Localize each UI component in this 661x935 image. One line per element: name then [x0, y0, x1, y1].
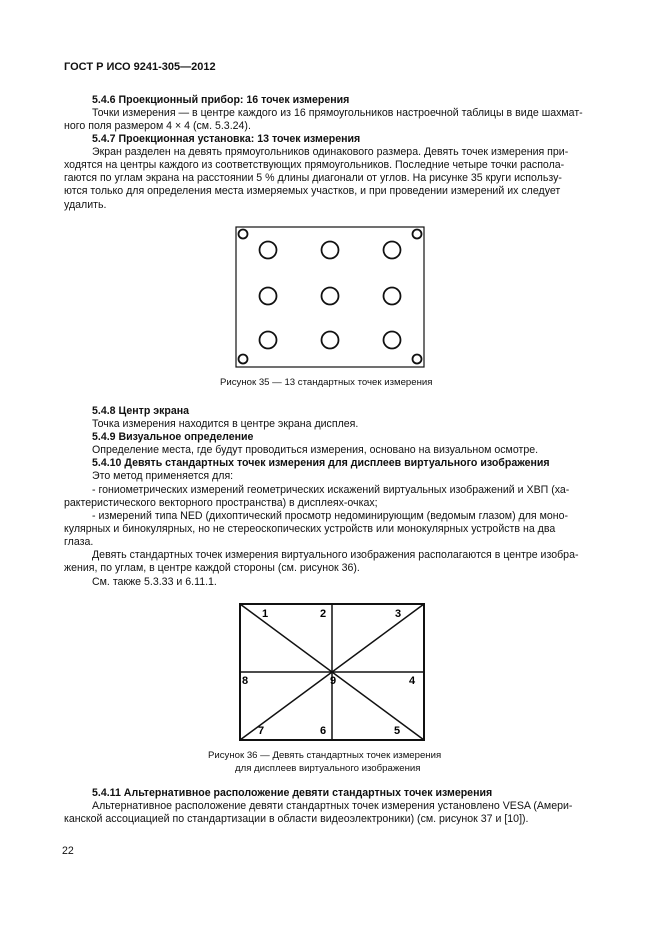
- figure-35-caption: Рисунок 35 — 13 стандартных точек измерения: [220, 377, 433, 388]
- paragraph-line: гаются по углам экрана на расстоянии 5 % длины диагонали от углов. На рисунке 35 круги использу-: [64, 172, 562, 184]
- figure-36-nine-points: [238, 602, 426, 742]
- paragraph-line: Альтернативное расположение девяти стандартных точек измерения установлено VESA (Амери-: [92, 800, 573, 812]
- point-label: 5: [394, 725, 401, 737]
- corner-point-top-right: [413, 230, 422, 239]
- section-heading-5-4-7: 5.4.7 Проекционная установка: 13 точек измерения: [92, 133, 361, 145]
- center-point: [322, 332, 339, 349]
- list-item-line: кулярных и бинокулярных, но не стереоскопических устройств или монокулярных устройств на два: [64, 523, 556, 535]
- center-point: [260, 242, 277, 259]
- paragraph-line: жения, по углам, в центре каждой стороны (см. рисунок 36).: [64, 562, 360, 574]
- list-item-line: - гониометрических измерений геометрических искажений виртуальных изображений и ХВП (ха-: [92, 484, 570, 496]
- list-item-line: глаза.: [64, 536, 94, 548]
- paragraph-line: ходятся на центры каждого из соответствующих прямоугольников. Последние четыре точки распола-: [64, 159, 565, 171]
- center-point: [322, 242, 339, 259]
- point-label: 4: [409, 675, 416, 687]
- corner-point-bottom-left: [239, 355, 248, 364]
- center-point: [384, 242, 401, 259]
- center-point: [384, 332, 401, 349]
- paragraph-line: удалить.: [64, 199, 107, 211]
- paragraph-line: Экран разделен на девять прямоугольников одинакового размера. Девять точек измерения при-: [92, 146, 569, 158]
- center-point: [384, 288, 401, 305]
- paragraph-line: ного поля размером 4 × 4 (см. 5.3.24).: [64, 120, 251, 132]
- point-label: 8: [242, 675, 249, 687]
- paragraph-line: Точки измерения — в центре каждого из 16 прямоугольников настроечной таблицы в виде шахмат-: [92, 107, 583, 119]
- paragraph-line: ются только для определения места измеряемых участков, и при проведении измерений их следует: [64, 185, 561, 197]
- paragraph-line: Это метод применяется для:: [92, 470, 234, 482]
- center-point: [322, 288, 339, 305]
- section-heading-5-4-8: 5.4.8 Центр экрана: [92, 405, 190, 417]
- paragraph-line: Девять стандартных точек измерения виртуального изображения располагаются в центре изобра-: [92, 549, 579, 561]
- paragraph-line: канской ассоциацией по стандартизации в области видеоэлектроники) (см. рисунок 37 и [10]).: [64, 813, 529, 825]
- section-heading-5-4-10: 5.4.10 Девять стандартных точек измерения для дисплеев виртуального изображения: [92, 457, 550, 469]
- point-label: 7: [258, 725, 265, 737]
- figure-36-caption-line1: Рисунок 36 — Девять стандартных точек измерения: [208, 750, 442, 761]
- list-item-line: рактеристического векторного пространства) в дисплеях-очках;: [64, 497, 378, 509]
- center-point: [260, 288, 277, 305]
- figure-35-measurement-points: [234, 225, 426, 370]
- point-label: 1: [262, 608, 269, 620]
- section-heading-5-4-11: 5.4.11 Альтернативное расположение девяти стандартных точек измерения: [92, 787, 493, 799]
- section-heading-5-4-9: 5.4.9 Визуальное определение: [92, 431, 254, 443]
- point-label: 6: [320, 725, 327, 737]
- point-label: 9: [330, 675, 337, 687]
- figure-36-caption-line2: для дисплеев виртуального изображения: [235, 763, 421, 774]
- corner-point-bottom-right: [413, 355, 422, 364]
- list-item-line: - измерений типа NED (дихоптический просмотр недоминирующим (ведомым глазом) для моно-: [92, 510, 569, 522]
- corner-point-top-left: [239, 230, 248, 239]
- paragraph-line: Определение места, где будут проводиться измерения, основано на визуальном осмотре.: [92, 444, 539, 456]
- screen-outline: [236, 227, 424, 367]
- page-number: 22: [62, 845, 74, 857]
- center-point: [260, 332, 277, 349]
- paragraph-line: Точка измерения находится в центре экрана дисплея.: [92, 418, 359, 430]
- document-header: ГОСТ Р ИСО 9241-305—2012: [64, 61, 216, 73]
- section-heading-5-4-6: 5.4.6 Проекционный прибор: 16 точек измерения: [92, 94, 350, 106]
- paragraph-line: См. также 5.3.33 и 6.11.1.: [92, 576, 217, 588]
- point-label: 2: [320, 608, 327, 620]
- point-label: 3: [395, 608, 402, 620]
